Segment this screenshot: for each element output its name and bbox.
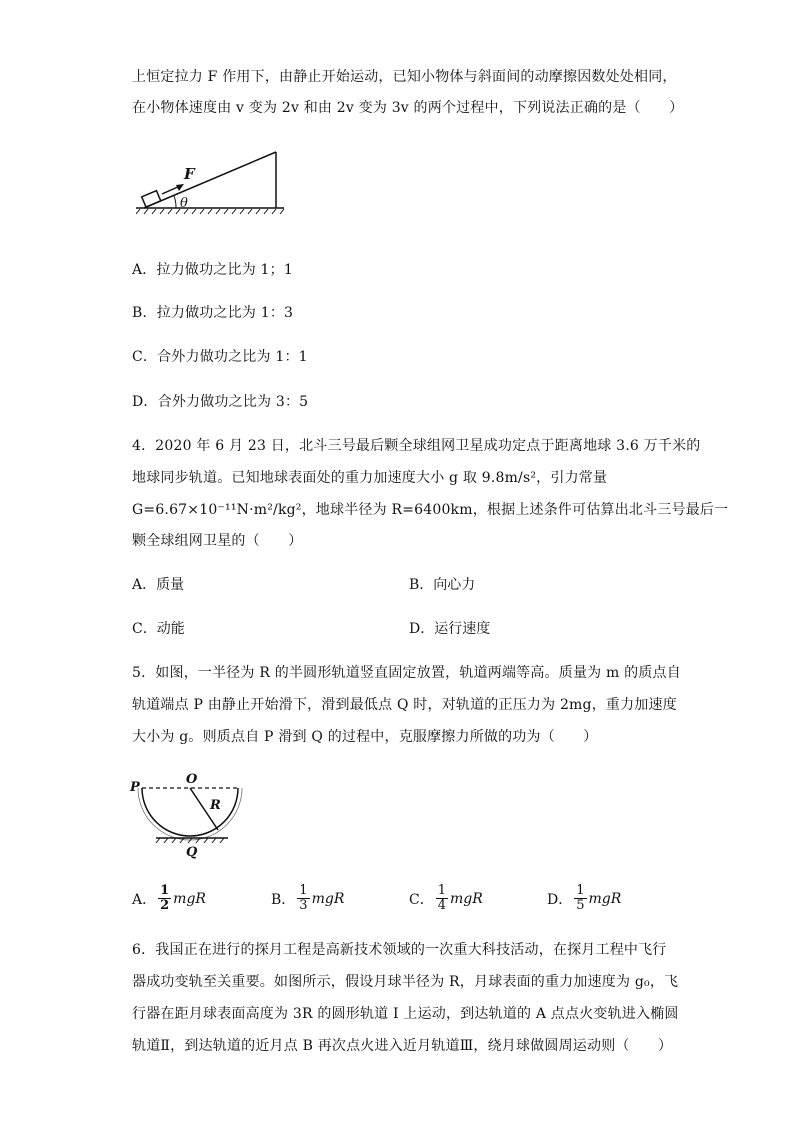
option-tail: mgR [588,890,622,907]
q5-option-b [271,884,344,913]
q5-text-line-2: 轨道端点 P 由静止开始滑下，滑到最低点 Q 时，对轨道的正压力为 2mg，重力加速度 [132,697,677,713]
point-q-label: Q [186,845,198,860]
fraction [574,884,586,913]
q4-text-line-1: 4．2020 年 6 月 23 日，北斗三号最后颗全球组网卫星成功定点于距离地球 3.6 万千米的 [132,438,701,454]
denominator: 3 [299,898,308,913]
q5-text-line-3: 大小为 g。则质点自 P 滑到 Q 的过程中，克服摩擦力所做的功为（ ） [132,729,598,745]
denominator: 4 [437,898,446,913]
fraction [436,884,448,913]
q6-text-line-3: 行器在距月球表面高度为 3R 的圆形轨道 I 上运动，到达轨道的 A 点点火变轨进入椭圆 [132,1006,679,1022]
incline-figure [136,146,288,216]
angle-label: θ [180,196,188,211]
option-tail: mgR [173,890,206,907]
q4-text-line-3: G=6.67×10⁻¹¹N·m²/kg²，地球半径为 R=6400km，根据上述条件可估算出北斗三号最后一 [132,502,729,518]
q3-option-c: C．合外力做功之比为 1：1 [132,349,308,365]
q4-option-c: C．动能 [132,621,185,637]
numerator: 1 [299,883,308,898]
radius-r-label: R [210,798,221,813]
q4-text-line-4: 颗全球组网卫星的（ ） [132,533,303,549]
option-letter: C． [409,891,434,908]
q4-option-b: B．向心力 [409,577,476,593]
point-o-label: O [186,772,198,787]
q3-text-line-1: 上恒定拉力 F 作用下，由静止开始运动，已知小物体与斜面间的动摩擦因数处处相同， [132,69,677,85]
q5-option-c [409,884,483,913]
numerator: 1 [160,883,170,898]
q4-option-a: A．质量 [132,577,185,593]
option-tail: mgR [311,890,345,907]
q4-option-d: D．运行速度 [409,621,491,637]
fraction [297,884,309,913]
force-label: F [184,165,195,183]
q6-text-line-1: 6．我国正在进行的探月工程是高新技术领域的一次重大科技活动，在探月工程中飞行 [132,942,667,958]
option-letter: A． [132,891,157,908]
option-letter: D． [547,891,573,908]
denominator: 5 [576,898,585,913]
q6-text-line-2: 器成功变轨至关重要。如图所示，假设月球半径为 R，月球表面的重力加速度为 g₀，飞 [132,974,679,990]
q5-option-a [132,884,206,913]
denominator: 2 [160,898,170,913]
fraction [158,884,171,913]
q3-option-d: D．合外力做功之比为 3：5 [132,394,309,410]
option-tail: mgR [450,890,483,907]
q3-option-b: B．拉力做功之比为 1：3 [132,305,294,321]
numerator: 1 [437,883,446,898]
numerator: 1 [576,883,585,898]
q6-text-line-4: 轨道Ⅱ，到达轨道的近月点 B 再次点火进入近月轨道Ⅲ，绕月球做圆周运动则（ ） [132,1038,673,1054]
point-p-label: P [130,780,140,795]
q5-text-line-1: 5．如图，一半径为 R 的半圆形轨道竖直固定放置，轨道两端等高。质量为 m 的质点自 [132,665,681,681]
q3-option-a: A．拉力做功之比为 1；1 [132,262,293,278]
q4-text-line-2: 地球同步轨道。已知地球表面处的重力加速度大小 g 取 9.8m/s²，引力常量 [132,470,608,486]
option-letter: B． [271,891,296,908]
q5-option-d [547,884,621,913]
q3-text-line-2: 在小物体速度由 v 变为 2v 和由 2v 变为 3v 的两个过程中，下列说法正确的是（ ） [132,100,684,116]
